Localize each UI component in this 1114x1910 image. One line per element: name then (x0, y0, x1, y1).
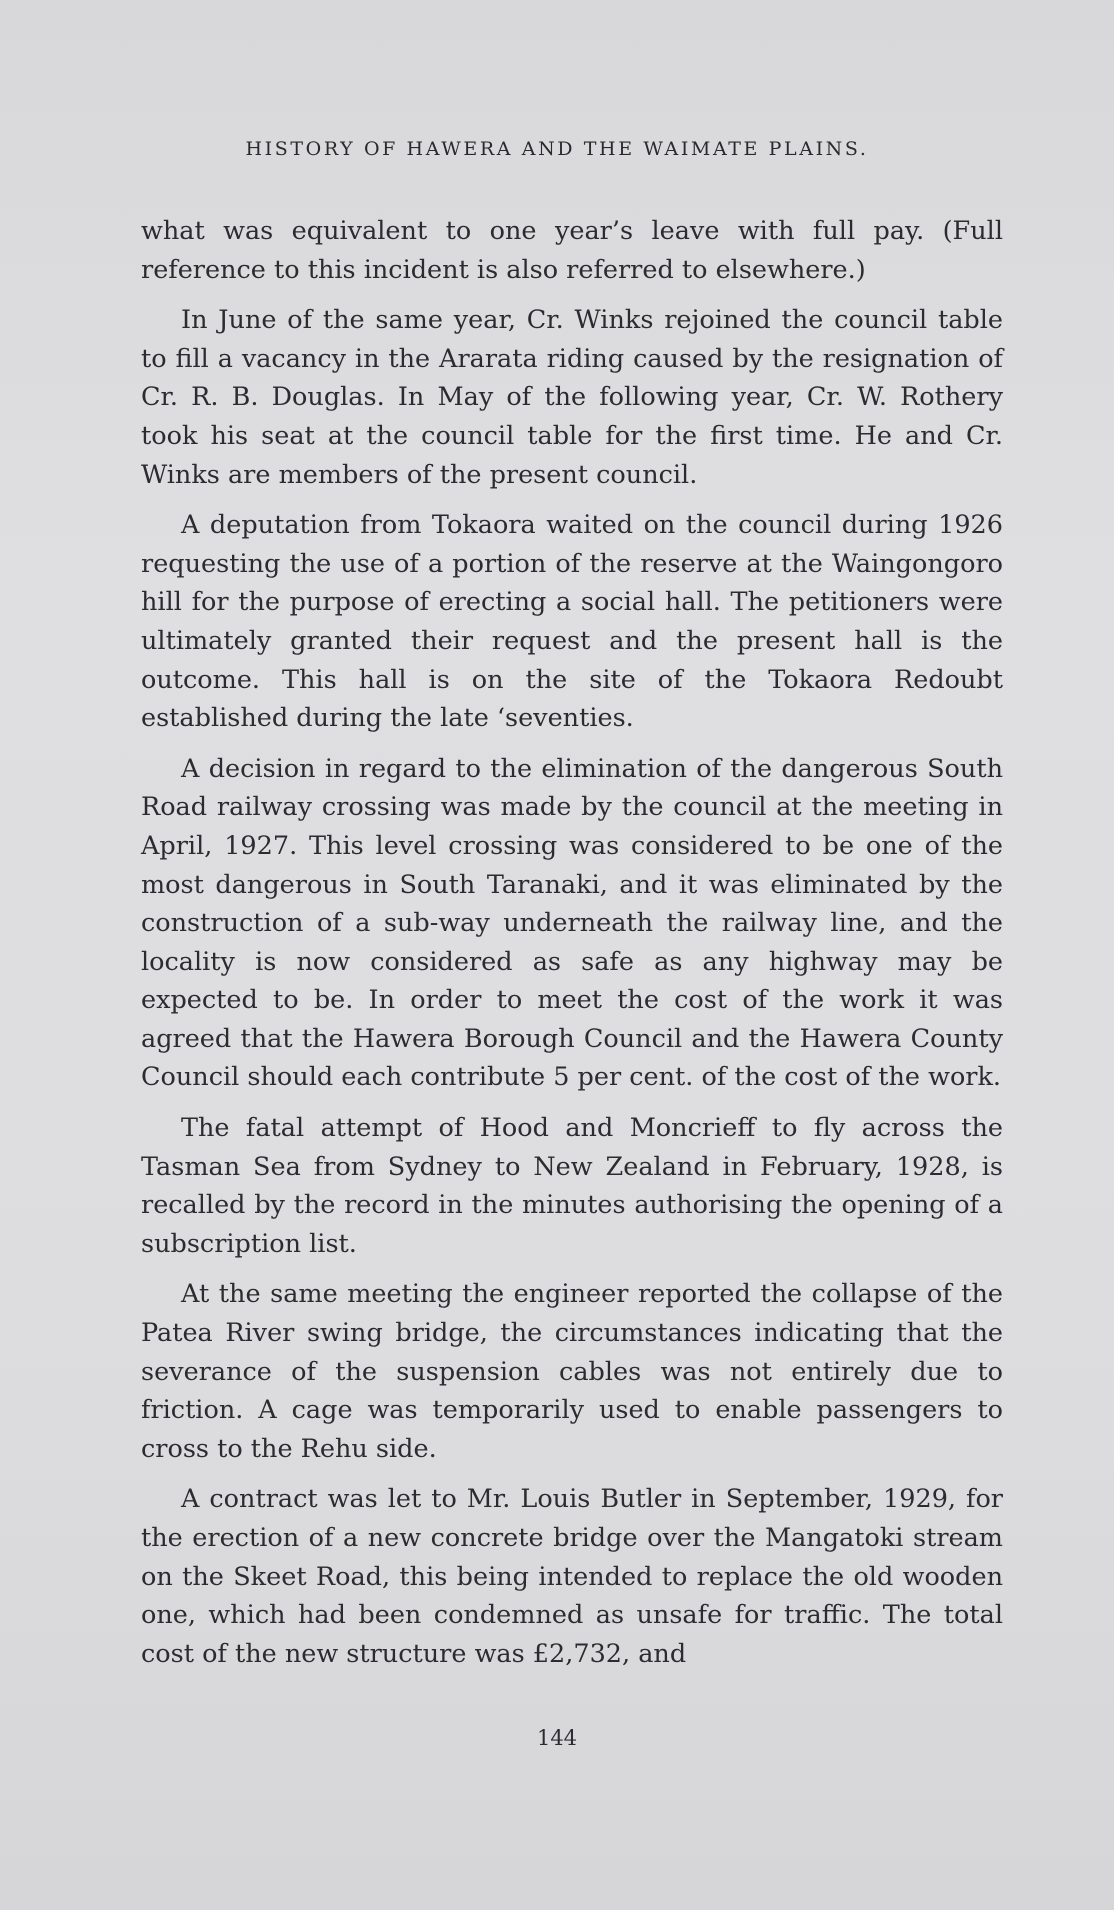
paragraph-railway-crossing: A decision in regard to the elimination of the dangerous South Road railway crossing was made by the council at the meeting in April, 1927. This level crossing was considered to be one of the most dangerous in South Taranaki, and it was eliminated by the construction of a sub-way underneath the railway line, and the locality is now considered as safe as any highway may be expected to be. In order to meet the cost of the work it was agreed that the Hawera Borough Council and the Hawera County Council should each contribute 5 per cent. of the cost of the work. (141, 753, 1003, 1093)
paragraph-tasman-flight: The fatal attempt of Hood and Moncrieff to fly across the Tasman Sea from Sydney to New Zealand in February, 1928, is recalled by the record in the minutes authorising the opening of a subscription list. (141, 1113, 1003, 1259)
running-head: HISTORY OF HAWERA AND THE WAIMATE PLAINS. (245, 138, 869, 160)
page-number: 144 (536, 1726, 578, 1750)
paragraph-continuation: what was equivalent to one year’s leave with full pay. (Full reference to this incident is also referred to elsewhere.) (141, 216, 1003, 285)
paragraph-winks-rothery: In June of the same year, Cr. Winks rejoined the council table to fill a vacancy in the Ararata riding caused by the resignation of Cr. R. B. Douglas. In May of the following year, Cr. W. Rothery took his seat at the council table for the first time. He and Cr. Winks are members of the present council. (141, 305, 1003, 490)
body-text (141, 212, 1003, 1685)
paragraph-patea-bridge: At the same meeting the engineer reported the collapse of the Patea River swing bridge, the circumstances indicating that the severance of the suspension cables was not entirely due to friction. A cage was temporarily used to enable passengers to cross to the Rehu side. (141, 1279, 1003, 1464)
paragraph-mangatoki-bridge: A contract was let to Mr. Louis Butler in September, 1929, for the erection of a new concrete bridge over the Mangatoki stream on the Skeet Road, this being intended to replace the old wooden one, which had been condemned as unsafe for traffic. The total cost of the new structure was £2,732, and (141, 1484, 1003, 1669)
paragraph-tokaora-hall: A deputation from Tokaora waited on the council during 1926 requesting the use of a portion of the reserve at the Waingongoro hill for the purpose of erecting a social hall. The petitioners were ultimately granted their request and the present hall is the outcome. This hall is on the site of the Tokaora Redoubt established during the late ‘seventies. (141, 510, 1003, 734)
